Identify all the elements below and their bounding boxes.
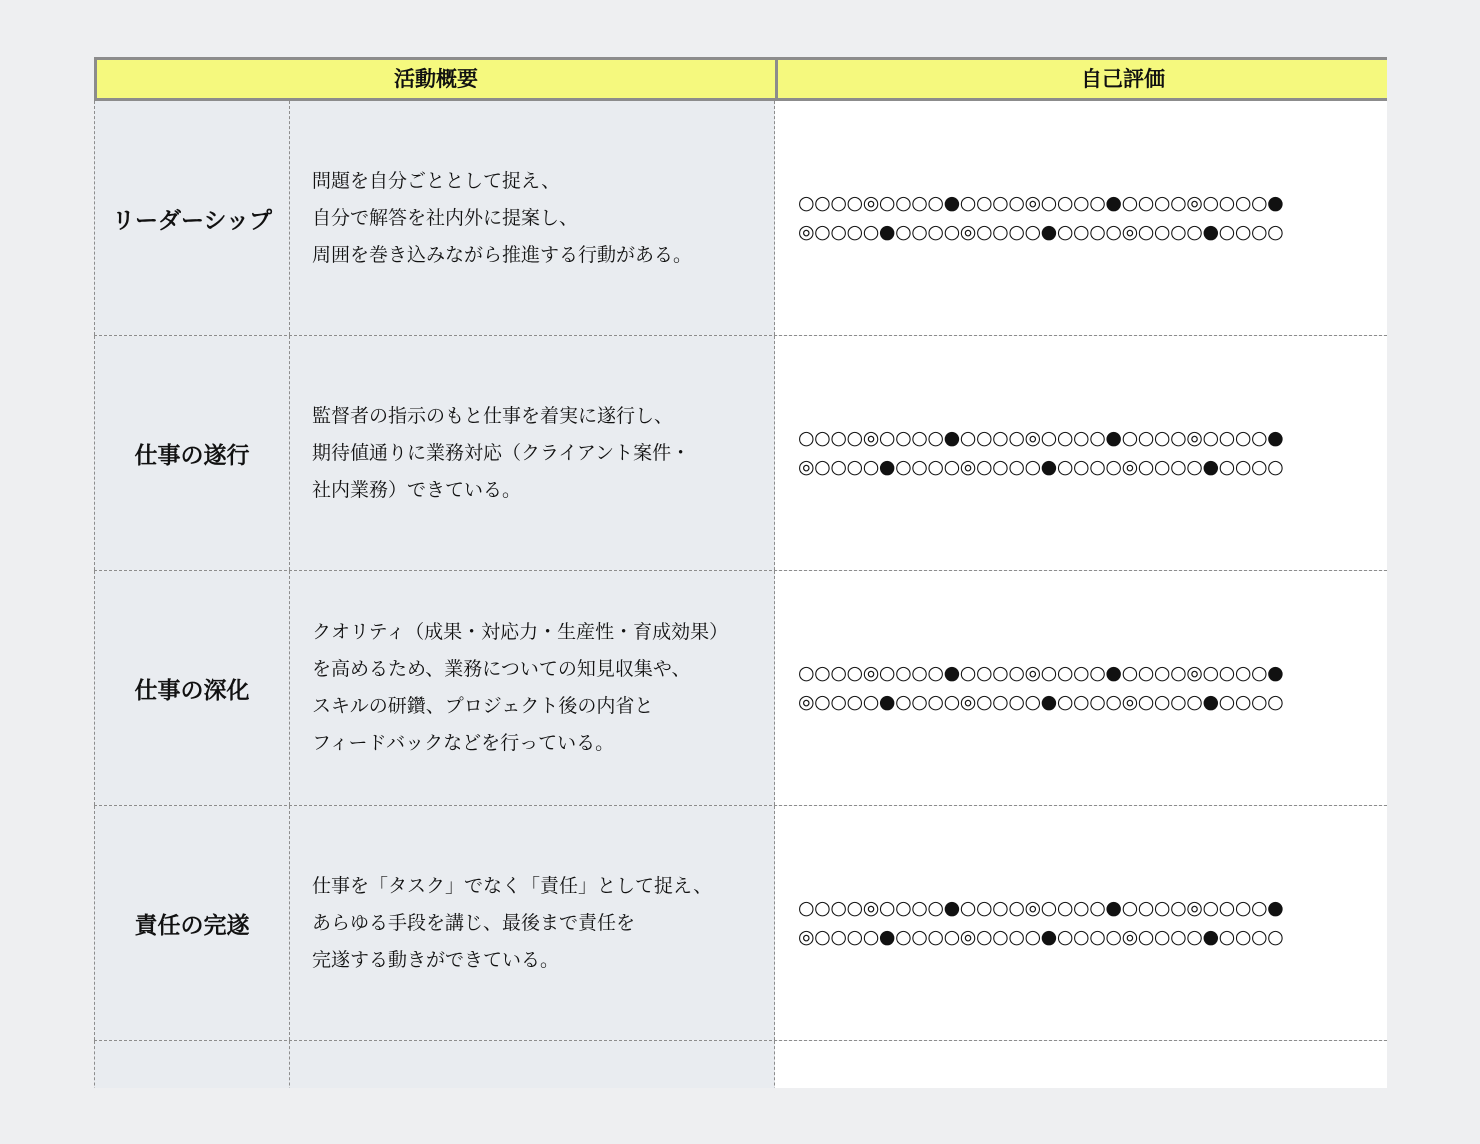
table-body [94, 101, 1387, 1088]
evaluation-marks: ○○○○◎○○○○●○○○○◎○○○○●○○○○◎○○○○● [798, 427, 1284, 449]
evaluation-marks: ◎○○○○●○○○○◎○○○○●○○○○◎○○○○●○○○○ [798, 926, 1284, 948]
description-line: 期待値通りに業務対応（クライアント案件・ [312, 441, 691, 464]
table-row-partial [94, 1041, 1387, 1088]
description-cell [290, 336, 775, 570]
table-row [94, 806, 1387, 1041]
evaluation-table [94, 57, 1387, 1088]
evaluation-marks: ◎○○○○●○○○○◎○○○○●○○○○◎○○○○●○○○○ [798, 456, 1284, 478]
description-line: フィードバックなどを行っている。 [312, 732, 615, 754]
self-evaluation-cell[interactable] [775, 101, 1387, 335]
description-line: あらゆる手段を講じ、最後まで責任を [312, 911, 636, 934]
description-line: 周囲を巻き込みながら推進する行動がある。 [312, 243, 693, 266]
self-evaluation-cell[interactable] [775, 571, 1387, 805]
evaluation-marks: ○○○○◎○○○○●○○○○◎○○○○●○○○○◎○○○○● [798, 662, 1284, 684]
description-line: を高めるため、業務についての知見収集や、 [312, 658, 691, 680]
evaluation-marks: ○○○○◎○○○○●○○○○◎○○○○●○○○○◎○○○○● [798, 192, 1284, 214]
evaluation-marks: ◎○○○○●○○○○◎○○○○●○○○○◎○○○○●○○○○ [798, 691, 1284, 713]
description-line: 監督者の指示のもと仕事を着実に遂行し、 [312, 404, 674, 427]
self-evaluation-cell[interactable] [775, 336, 1387, 570]
table-row [94, 571, 1387, 806]
description-cell [290, 806, 775, 1040]
table-header [94, 57, 1387, 101]
description-line: 自分で解答を社内外に提案し、 [312, 206, 579, 229]
header-activity-summary: 活動概要 [97, 60, 778, 98]
evaluation-marks: ◎○○○○●○○○○◎○○○○●○○○○◎○○○○●○○○○ [798, 221, 1284, 243]
description-line: 仕事を「タスク」でなく「責任」として捉え、 [312, 874, 713, 897]
description-cell [290, 101, 775, 335]
description-cell [290, 571, 775, 805]
description-line: スキルの研鑽、プロジェクト後の内省と [312, 695, 654, 717]
description-cell-empty [290, 1041, 775, 1088]
category-cell: 責任の完遂 [94, 806, 290, 1040]
self-evaluation-cell[interactable] [775, 806, 1387, 1040]
self-evaluation-cell-empty[interactable] [775, 1041, 1387, 1088]
description-line: クオリティ（成果・対応力・生産性・育成効果） [312, 621, 729, 643]
table-row [94, 336, 1387, 571]
description-line: 問題を自分ごととして捉え、 [312, 169, 561, 192]
header-self-evaluation: 自己評価 [1081, 67, 1165, 91]
category-cell: 仕事の深化 [94, 571, 290, 805]
description-line: 社内業務）できている。 [312, 478, 522, 501]
category-cell: リーダーシップ [94, 101, 290, 335]
description-line: 完遂する動きができている。 [312, 948, 560, 971]
evaluation-marks: ○○○○◎○○○○●○○○○◎○○○○●○○○○◎○○○○● [798, 897, 1284, 919]
table-row [94, 101, 1387, 336]
category-cell-empty [94, 1041, 290, 1088]
category-cell: 仕事の遂行 [94, 336, 290, 570]
